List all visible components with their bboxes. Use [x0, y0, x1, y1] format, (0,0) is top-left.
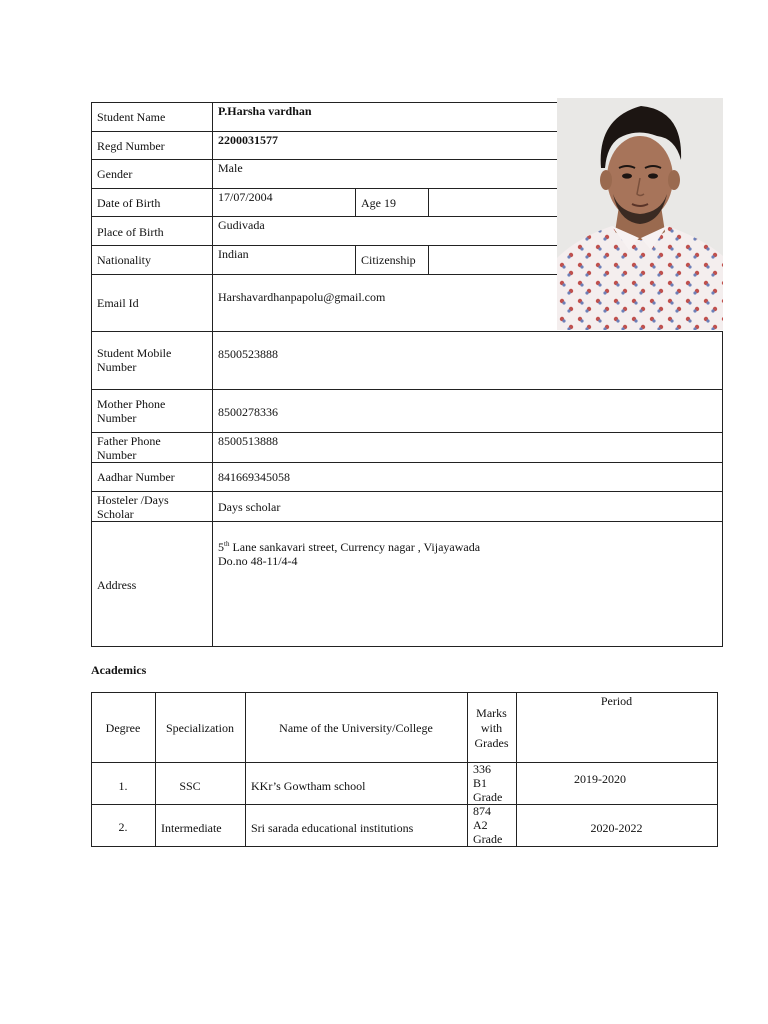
- header-degree: Degree: [105, 721, 141, 735]
- value-father-phone: 8500513888: [218, 434, 278, 448]
- label-citizenship: Citizenship: [361, 253, 416, 267]
- label-student-mobile-line1: Student Mobile: [97, 346, 172, 360]
- header-marks-line3: Grades: [474, 736, 509, 750]
- value-gender: Male: [218, 161, 243, 175]
- header-marks: [467, 706, 516, 751]
- row2-marks-line1: 874: [473, 804, 491, 818]
- value-dob: 17/07/2004: [218, 190, 273, 204]
- header-marks-line2: with: [480, 721, 503, 735]
- label-email: Email Id: [97, 296, 139, 310]
- value-email: Harshavardhanpapolu@gmail.com: [218, 290, 386, 304]
- value-place-of-birth: Gudivada: [218, 218, 265, 232]
- row2-specialization: Intermediate: [161, 821, 222, 835]
- value-hosteler: Days scholar: [218, 500, 281, 514]
- label-student-mobile-line2: Number: [97, 360, 137, 374]
- row2-degree: 2.: [118, 820, 128, 834]
- row2-marks-line3: Grade: [473, 832, 503, 846]
- value-regd-number: 2200031577: [218, 133, 278, 147]
- row2-marks-line2: A2: [473, 818, 488, 832]
- value-student-mobile: 8500523888: [218, 347, 278, 361]
- value-address: [212, 540, 480, 568]
- row2-marks: [468, 804, 502, 846]
- label-aadhar: Aadhar Number: [97, 470, 175, 484]
- student-photo: [557, 98, 723, 330]
- label-father-phone: [91, 434, 161, 462]
- value-nationality: Indian: [218, 247, 249, 261]
- label-regd-number: Regd Number: [97, 139, 165, 153]
- header-period: Period: [600, 694, 633, 708]
- label-hosteler-line1: Hosteler /Days: [97, 493, 169, 507]
- academics-heading: Academics: [91, 663, 147, 677]
- value-aadhar: 841669345058: [218, 470, 290, 484]
- header-marks-line1: Marks: [476, 706, 507, 720]
- header-specialization: Specialization: [166, 721, 234, 735]
- row1-marks: [468, 762, 502, 804]
- label-student-name: Student Name: [97, 110, 166, 124]
- row1-marks-line1: 336: [473, 762, 491, 776]
- label-hosteler-line2: Scholar: [97, 507, 134, 521]
- value-student-name: P.Harsha vardhan: [218, 104, 312, 118]
- label-address: Address: [97, 578, 137, 592]
- value-address-line2: Do.no 48-11/4-4: [218, 554, 298, 568]
- row1-university: KKr’s Gowtham school: [251, 779, 366, 793]
- row2-period: 2020-2022: [590, 821, 643, 835]
- value-address-line1: 5th Lane sankavari street, Currency nagar , Vijayawada: [218, 540, 481, 554]
- student-photo-svg: [557, 98, 723, 330]
- value-mother-phone: 8500278336: [218, 405, 278, 419]
- label-father-phone-line1: Father Phone: [97, 434, 161, 448]
- row1-marks-line2: B1: [473, 776, 488, 790]
- label-gender: Gender: [97, 167, 133, 181]
- row1-marks-line3: Grade: [473, 790, 503, 804]
- label-place-of-birth: Place of Birth: [97, 225, 164, 239]
- row1-degree: 1.: [118, 779, 128, 793]
- header-university: Name of the University/College: [279, 721, 433, 735]
- label-hosteler: [91, 493, 169, 521]
- label-father-phone-line2: Number: [97, 448, 137, 462]
- label-student-mobile: [91, 346, 171, 374]
- label-dob: Date of Birth: [97, 196, 161, 210]
- label-nationality: Nationality: [97, 253, 151, 267]
- row1-specialization: SSC: [179, 779, 201, 793]
- label-mother-phone-line2: Number: [97, 411, 137, 425]
- label-mother-phone-line1: Mother Phone: [97, 397, 166, 411]
- row1-period: 2019-2020: [574, 772, 626, 786]
- label-age: Age 19: [361, 196, 396, 210]
- row2-university: Sri sarada educational institutions: [251, 821, 414, 835]
- label-mother-phone: [91, 397, 165, 425]
